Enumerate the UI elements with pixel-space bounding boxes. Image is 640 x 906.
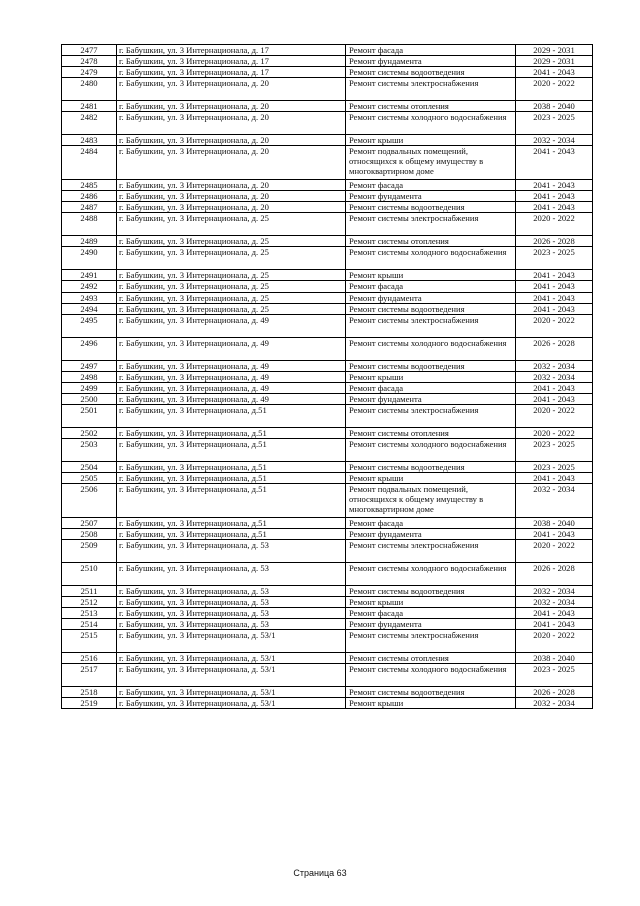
row-number-cell: 2496 (62, 337, 117, 360)
table-row (62, 664, 593, 687)
row-number-cell: 2505 (62, 472, 117, 483)
period-cell: 2041 - 2043 (516, 191, 593, 202)
table-row (62, 78, 593, 101)
work-type-cell: Ремонт системы водоотведения (346, 586, 516, 597)
period-cell: 2041 - 2043 (516, 202, 593, 213)
table-row (62, 303, 593, 314)
row-number-cell: 2513 (62, 608, 117, 619)
work-type-cell: Ремонт системы холодного водоснабжения (346, 438, 516, 461)
address-cell: г. Бабушкин, ул. 3 Интернационала, д. 25 (117, 303, 346, 314)
work-type-cell: Ремонт фасада (346, 281, 516, 292)
work-type-cell: Ремонт системы водоотведения (346, 303, 516, 314)
row-number-cell: 2511 (62, 586, 117, 597)
table-row (62, 101, 593, 112)
work-type-cell: Ремонт системы электроснабжения (346, 213, 516, 236)
address-cell: г. Бабушкин, ул. 3 Интернационала, д. 53 (117, 597, 346, 608)
period-cell: 2041 - 2043 (516, 382, 593, 393)
work-type-cell: Ремонт системы электроснабжения (346, 404, 516, 427)
period-cell: 2020 - 2022 (516, 404, 593, 427)
period-cell: 2041 - 2043 (516, 608, 593, 619)
row-number-cell: 2510 (62, 563, 117, 586)
row-number-cell: 2500 (62, 393, 117, 404)
period-cell: 2041 - 2043 (516, 281, 593, 292)
address-cell: г. Бабушкин, ул. 3 Интернационала, д. 25 (117, 292, 346, 303)
row-number-cell: 2492 (62, 281, 117, 292)
table-row (62, 630, 593, 653)
work-type-cell: Ремонт фасада (346, 180, 516, 191)
address-cell: г. Бабушкин, ул. 3 Интернационала, д. 20 (117, 78, 346, 101)
work-type-cell: Ремонт фасада (346, 608, 516, 619)
period-cell: 2041 - 2043 (516, 180, 593, 191)
table-row (62, 597, 593, 608)
row-number-cell: 2479 (62, 67, 117, 78)
work-type-cell: Ремонт системы отопления (346, 236, 516, 247)
period-cell: 2023 - 2025 (516, 664, 593, 687)
row-number-cell: 2478 (62, 56, 117, 67)
address-cell: г. Бабушкин, ул. 3 Интернационала, д.51 (117, 404, 346, 427)
address-cell: г. Бабушкин, ул. 3 Интернационала, д. 53 (117, 540, 346, 563)
row-number-cell: 2493 (62, 292, 117, 303)
row-number-cell: 2501 (62, 404, 117, 427)
period-cell: 2038 - 2040 (516, 653, 593, 664)
row-number-cell: 2489 (62, 236, 117, 247)
row-number-cell: 2508 (62, 528, 117, 539)
work-type-cell: Ремонт системы водоотведения (346, 67, 516, 78)
table-row (62, 236, 593, 247)
period-cell: 2020 - 2022 (516, 540, 593, 563)
address-cell: г. Бабушкин, ул. 3 Интернационала, д. 17 (117, 67, 346, 78)
table-row (62, 202, 593, 213)
table-row (62, 213, 593, 236)
period-cell: 2032 - 2034 (516, 135, 593, 146)
table-row (62, 146, 593, 180)
work-type-cell: Ремонт подвальных помещений, относящихся к общему имуществу в многоквартирном доме (346, 146, 516, 180)
work-type-cell: Ремонт крыши (346, 371, 516, 382)
period-cell: 2023 - 2025 (516, 112, 593, 135)
address-cell: г. Бабушкин, ул. 3 Интернационала, д. 53/1 (117, 698, 346, 709)
period-cell: 2041 - 2043 (516, 619, 593, 630)
table-row (62, 281, 593, 292)
row-number-cell: 2518 (62, 687, 117, 698)
address-cell: г. Бабушкин, ул. 3 Интернационала, д. 49 (117, 371, 346, 382)
address-cell: г. Бабушкин, ул. 3 Интернационала, д. 53/1 (117, 630, 346, 653)
address-cell: г. Бабушкин, ул. 3 Интернационала, д. 49 (117, 382, 346, 393)
work-type-cell: Ремонт фундамента (346, 56, 516, 67)
table-row (62, 270, 593, 281)
address-cell: г. Бабушкин, ул. 3 Интернационала, д.51 (117, 438, 346, 461)
period-cell: 2023 - 2025 (516, 438, 593, 461)
row-number-cell: 2497 (62, 360, 117, 371)
period-cell: 2026 - 2028 (516, 687, 593, 698)
period-cell: 2026 - 2028 (516, 337, 593, 360)
table-row (62, 608, 593, 619)
period-cell: 2023 - 2025 (516, 461, 593, 472)
period-cell: 2032 - 2034 (516, 597, 593, 608)
table-row (62, 698, 593, 709)
table-row (62, 247, 593, 270)
row-number-cell: 2506 (62, 483, 117, 517)
period-cell: 2041 - 2043 (516, 393, 593, 404)
address-cell: г. Бабушкин, ул. 3 Интернационала, д. 25 (117, 213, 346, 236)
table-row (62, 393, 593, 404)
table-row (62, 135, 593, 146)
address-cell: г. Бабушкин, ул. 3 Интернационала, д. 49 (117, 360, 346, 371)
table-row (62, 292, 593, 303)
period-cell: 2020 - 2022 (516, 630, 593, 653)
row-number-cell: 2487 (62, 202, 117, 213)
table-row (62, 687, 593, 698)
period-cell: 2032 - 2034 (516, 698, 593, 709)
table-row (62, 438, 593, 461)
row-number-cell: 2494 (62, 303, 117, 314)
row-number-cell: 2491 (62, 270, 117, 281)
table-row (62, 619, 593, 630)
address-cell: г. Бабушкин, ул. 3 Интернационала, д. 20 (117, 180, 346, 191)
period-cell: 2032 - 2034 (516, 483, 593, 517)
row-number-cell: 2485 (62, 180, 117, 191)
work-type-cell: Ремонт системы электроснабжения (346, 78, 516, 101)
row-number-cell: 2490 (62, 247, 117, 270)
address-cell: г. Бабушкин, ул. 3 Интернационала, д. 20 (117, 146, 346, 180)
row-number-cell: 2504 (62, 461, 117, 472)
table-row (62, 483, 593, 517)
period-cell: 2041 - 2043 (516, 303, 593, 314)
address-cell: г. Бабушкин, ул. 3 Интернационала, д. 53 (117, 608, 346, 619)
address-cell: г. Бабушкин, ул. 3 Интернационала, д. 49 (117, 314, 346, 337)
row-number-cell: 2486 (62, 191, 117, 202)
row-number-cell: 2483 (62, 135, 117, 146)
work-type-cell: Ремонт системы холодного водоснабжения (346, 112, 516, 135)
work-type-cell: Ремонт системы отопления (346, 653, 516, 664)
period-cell: 2020 - 2022 (516, 78, 593, 101)
table-row (62, 382, 593, 393)
row-number-cell: 2515 (62, 630, 117, 653)
table-row (62, 563, 593, 586)
row-number-cell: 2495 (62, 314, 117, 337)
period-cell: 2020 - 2022 (516, 213, 593, 236)
period-cell: 2020 - 2022 (516, 427, 593, 438)
address-cell: г. Бабушкин, ул. 3 Интернационала, д. 20 (117, 101, 346, 112)
table-row (62, 191, 593, 202)
row-number-cell: 2507 (62, 517, 117, 528)
address-cell: г. Бабушкин, ул. 3 Интернационала, д. 25 (117, 236, 346, 247)
period-cell: 2029 - 2031 (516, 56, 593, 67)
period-cell: 2041 - 2043 (516, 292, 593, 303)
table-row (62, 586, 593, 597)
work-type-cell: Ремонт фундамента (346, 191, 516, 202)
period-cell: 2029 - 2031 (516, 45, 593, 56)
address-cell: г. Бабушкин, ул. 3 Интернационала, д. 53/1 (117, 664, 346, 687)
address-cell: г. Бабушкин, ул. 3 Интернационала, д. 49 (117, 393, 346, 404)
work-type-cell: Ремонт системы электроснабжения (346, 540, 516, 563)
address-cell: г. Бабушкин, ул. 3 Интернационала, д. 17 (117, 56, 346, 67)
work-type-cell: Ремонт системы холодного водоснабжения (346, 563, 516, 586)
row-number-cell: 2509 (62, 540, 117, 563)
row-number-cell: 2498 (62, 371, 117, 382)
work-type-cell: Ремонт системы электроснабжения (346, 314, 516, 337)
period-cell: 2041 - 2043 (516, 472, 593, 483)
table-row (62, 371, 593, 382)
work-type-cell: Ремонт системы водоотведения (346, 202, 516, 213)
address-cell: г. Бабушкин, ул. 3 Интернационала, д. 49 (117, 337, 346, 360)
work-type-cell: Ремонт крыши (346, 472, 516, 483)
address-cell: г. Бабушкин, ул. 3 Интернационала, д. 25 (117, 247, 346, 270)
address-cell: г. Бабушкин, ул. 3 Интернационала, д. 53 (117, 563, 346, 586)
period-cell: 2041 - 2043 (516, 528, 593, 539)
work-type-cell: Ремонт системы электроснабжения (346, 630, 516, 653)
work-type-cell: Ремонт фасада (346, 382, 516, 393)
address-cell: г. Бабушкин, ул. 3 Интернационала, д.51 (117, 483, 346, 517)
table-row (62, 360, 593, 371)
row-number-cell: 2514 (62, 619, 117, 630)
work-type-cell: Ремонт фундамента (346, 292, 516, 303)
table-row (62, 45, 593, 56)
work-type-cell: Ремонт системы водоотведения (346, 687, 516, 698)
table-row (62, 472, 593, 483)
row-number-cell: 2502 (62, 427, 117, 438)
row-number-cell: 2503 (62, 438, 117, 461)
period-cell: 2038 - 2040 (516, 517, 593, 528)
work-type-cell: Ремонт фасада (346, 45, 516, 56)
table-row (62, 404, 593, 427)
row-number-cell: 2488 (62, 213, 117, 236)
table-row (62, 314, 593, 337)
table-row (62, 337, 593, 360)
row-number-cell: 2480 (62, 78, 117, 101)
address-cell: г. Бабушкин, ул. 3 Интернационала, д. 20 (117, 191, 346, 202)
table-row (62, 517, 593, 528)
row-number-cell: 2512 (62, 597, 117, 608)
work-type-cell: Ремонт системы холодного водоснабжения (346, 337, 516, 360)
period-cell: 2041 - 2043 (516, 270, 593, 281)
address-cell: г. Бабушкин, ул. 3 Интернационала, д.51 (117, 461, 346, 472)
work-type-cell: Ремонт крыши (346, 698, 516, 709)
row-number-cell: 2482 (62, 112, 117, 135)
table-row (62, 67, 593, 78)
period-cell: 2032 - 2034 (516, 586, 593, 597)
work-type-cell: Ремонт системы отопления (346, 101, 516, 112)
address-cell: г. Бабушкин, ул. 3 Интернационала, д. 53/1 (117, 687, 346, 698)
table-row (62, 528, 593, 539)
address-cell: г. Бабушкин, ул. 3 Интернационала, д. 53 (117, 619, 346, 630)
address-cell: г. Бабушкин, ул. 3 Интернационала, д. 20 (117, 112, 346, 135)
address-cell: г. Бабушкин, ул. 3 Интернационала, д. 53 (117, 586, 346, 597)
address-cell: г. Бабушкин, ул. 3 Интернационала, д.51 (117, 517, 346, 528)
address-cell: г. Бабушкин, ул. 3 Интернационала, д.51 (117, 472, 346, 483)
table-row (62, 112, 593, 135)
table-row (62, 427, 593, 438)
period-cell: 2020 - 2022 (516, 314, 593, 337)
period-cell: 2032 - 2034 (516, 360, 593, 371)
period-cell: 2026 - 2028 (516, 236, 593, 247)
period-cell: 2041 - 2043 (516, 67, 593, 78)
work-type-cell: Ремонт системы водоотведения (346, 461, 516, 472)
work-type-cell: Ремонт подвальных помещений, относящихся к общему имуществу в многоквартирном доме (346, 483, 516, 517)
row-number-cell: 2499 (62, 382, 117, 393)
address-cell: г. Бабушкин, ул. 3 Интернационала, д. 53/1 (117, 653, 346, 664)
table-row (62, 180, 593, 191)
address-cell: г. Бабушкин, ул. 3 Интернационала, д. 25 (117, 270, 346, 281)
work-type-cell: Ремонт крыши (346, 135, 516, 146)
table-row (62, 540, 593, 563)
address-cell: г. Бабушкин, ул. 3 Интернационала, д. 20 (117, 202, 346, 213)
work-type-cell: Ремонт крыши (346, 597, 516, 608)
address-cell: г. Бабушкин, ул. 3 Интернационала, д. 20 (117, 135, 346, 146)
work-type-cell: Ремонт крыши (346, 270, 516, 281)
period-cell: 2023 - 2025 (516, 247, 593, 270)
work-type-cell: Ремонт системы холодного водоснабжения (346, 664, 516, 687)
work-type-cell: Ремонт фасада (346, 517, 516, 528)
row-number-cell: 2477 (62, 45, 117, 56)
repair-schedule-table (61, 44, 593, 709)
page-number: Страница 63 (293, 868, 347, 878)
work-type-cell: Ремонт системы отопления (346, 427, 516, 438)
row-number-cell: 2484 (62, 146, 117, 180)
table-row (62, 653, 593, 664)
period-cell: 2026 - 2028 (516, 563, 593, 586)
table-row (62, 56, 593, 67)
row-number-cell: 2519 (62, 698, 117, 709)
address-cell: г. Бабушкин, ул. 3 Интернационала, д.51 (117, 528, 346, 539)
work-type-cell: Ремонт системы водоотведения (346, 360, 516, 371)
table-body (62, 45, 593, 709)
period-cell: 2041 - 2043 (516, 146, 593, 180)
work-type-cell: Ремонт фундамента (346, 393, 516, 404)
period-cell: 2032 - 2034 (516, 371, 593, 382)
row-number-cell: 2516 (62, 653, 117, 664)
row-number-cell: 2481 (62, 101, 117, 112)
address-cell: г. Бабушкин, ул. 3 Интернационала, д. 17 (117, 45, 346, 56)
address-cell: г. Бабушкин, ул. 3 Интернационала, д.51 (117, 427, 346, 438)
table-row (62, 461, 593, 472)
address-cell: г. Бабушкин, ул. 3 Интернационала, д. 25 (117, 281, 346, 292)
work-type-cell: Ремонт фундамента (346, 619, 516, 630)
work-type-cell: Ремонт системы холодного водоснабжения (346, 247, 516, 270)
row-number-cell: 2517 (62, 664, 117, 687)
work-type-cell: Ремонт фундамента (346, 528, 516, 539)
period-cell: 2038 - 2040 (516, 101, 593, 112)
